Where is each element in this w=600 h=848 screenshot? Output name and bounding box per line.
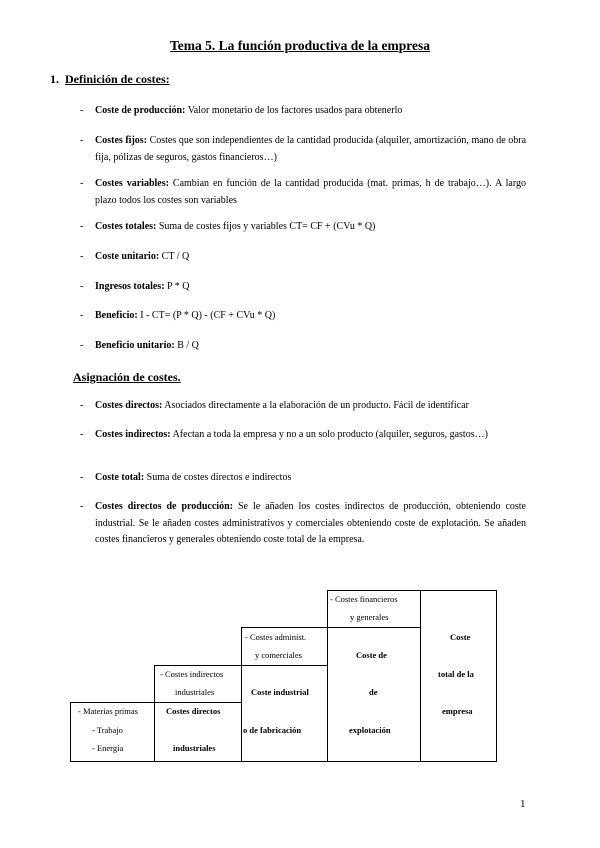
- table-text: - Energía: [92, 743, 124, 753]
- table-text: - Costes indirectos: [160, 669, 224, 679]
- section-number: 1.: [50, 72, 59, 86]
- list-item: - Costes directos de producción: Se le añaden los costes indirectos de producción, obteniendo coste industrial. Se le añaden costes administrativos y comerciales obteniendo coste de explotación. Se añaden costes financieros y generales obteniendo coste total de la empresa.: [80, 501, 526, 545]
- list-item: - Costes totales: Suma de costes fijos y variables CT= CF + (CVu * Q): [80, 221, 376, 232]
- table-text: - Trabajo: [92, 725, 123, 735]
- table-text: Coste: [450, 632, 471, 642]
- section-heading-1: [50, 72, 170, 87]
- page-number: 1: [520, 798, 526, 810]
- table-text: o de fabricación: [243, 725, 302, 735]
- list-item: - Beneficio: I - CT= (P * Q) - (CF + CVu * Q): [80, 310, 276, 321]
- table-text: de: [369, 687, 378, 697]
- industrial-cost-cell: [241, 665, 328, 762]
- table-text: industriales: [173, 743, 216, 753]
- page-title: Tema 5. La función productiva de la empresa: [169, 38, 431, 53]
- list-item: - Ingresos totales: P * Q: [80, 281, 190, 292]
- list-item: - Costes directos: Asociados directamente a la elaboración de un producto. Fácil de identificar: [80, 400, 469, 411]
- table-text: - Materias primas: [78, 706, 138, 716]
- list-item: - Costes fijos: Costes que son independientes de la cantidad producida (alquiler, amortización, mano de obra fija, pólizas de seguros, gastos financieros…): [80, 135, 527, 163]
- table-text: Costes directos: [166, 706, 221, 716]
- list-item: - Costes indirectos: Afectan a toda la empresa y no a un solo producto (alquiler, seguros, gastos…): [80, 429, 488, 440]
- table-text: - Costes administ.: [245, 632, 307, 642]
- table-text: industriales: [175, 687, 215, 697]
- list-item: - Costes variables: Cambian en función de la cantidad producida (mat. primas, h de trabajo…). A largo plazo todos los costes son variables: [80, 178, 526, 206]
- list-item: - Coste de producción: Valor monetario de los factores usados para obtenerlo: [80, 105, 403, 116]
- table-text: Coste de: [356, 650, 387, 660]
- table-text: y generales: [350, 612, 389, 622]
- list-item: - Coste total: Suma de costes directos e indirectos: [80, 472, 292, 483]
- section-heading-2: Asignación de costes.: [73, 370, 181, 384]
- list-item: - Beneficio unitario: B / Q: [80, 340, 199, 351]
- table-text: total de la: [438, 669, 474, 679]
- section-title: Definición de costes:: [65, 72, 170, 86]
- table-text: - Costes financieros: [330, 594, 398, 604]
- table-text: explotación: [349, 725, 391, 735]
- table-text: empresa: [442, 706, 473, 716]
- table-text: Coste industrial: [251, 687, 309, 697]
- list-item: - Coste unitario: CT / Q: [80, 251, 190, 262]
- table-text: y comerciales: [255, 650, 302, 660]
